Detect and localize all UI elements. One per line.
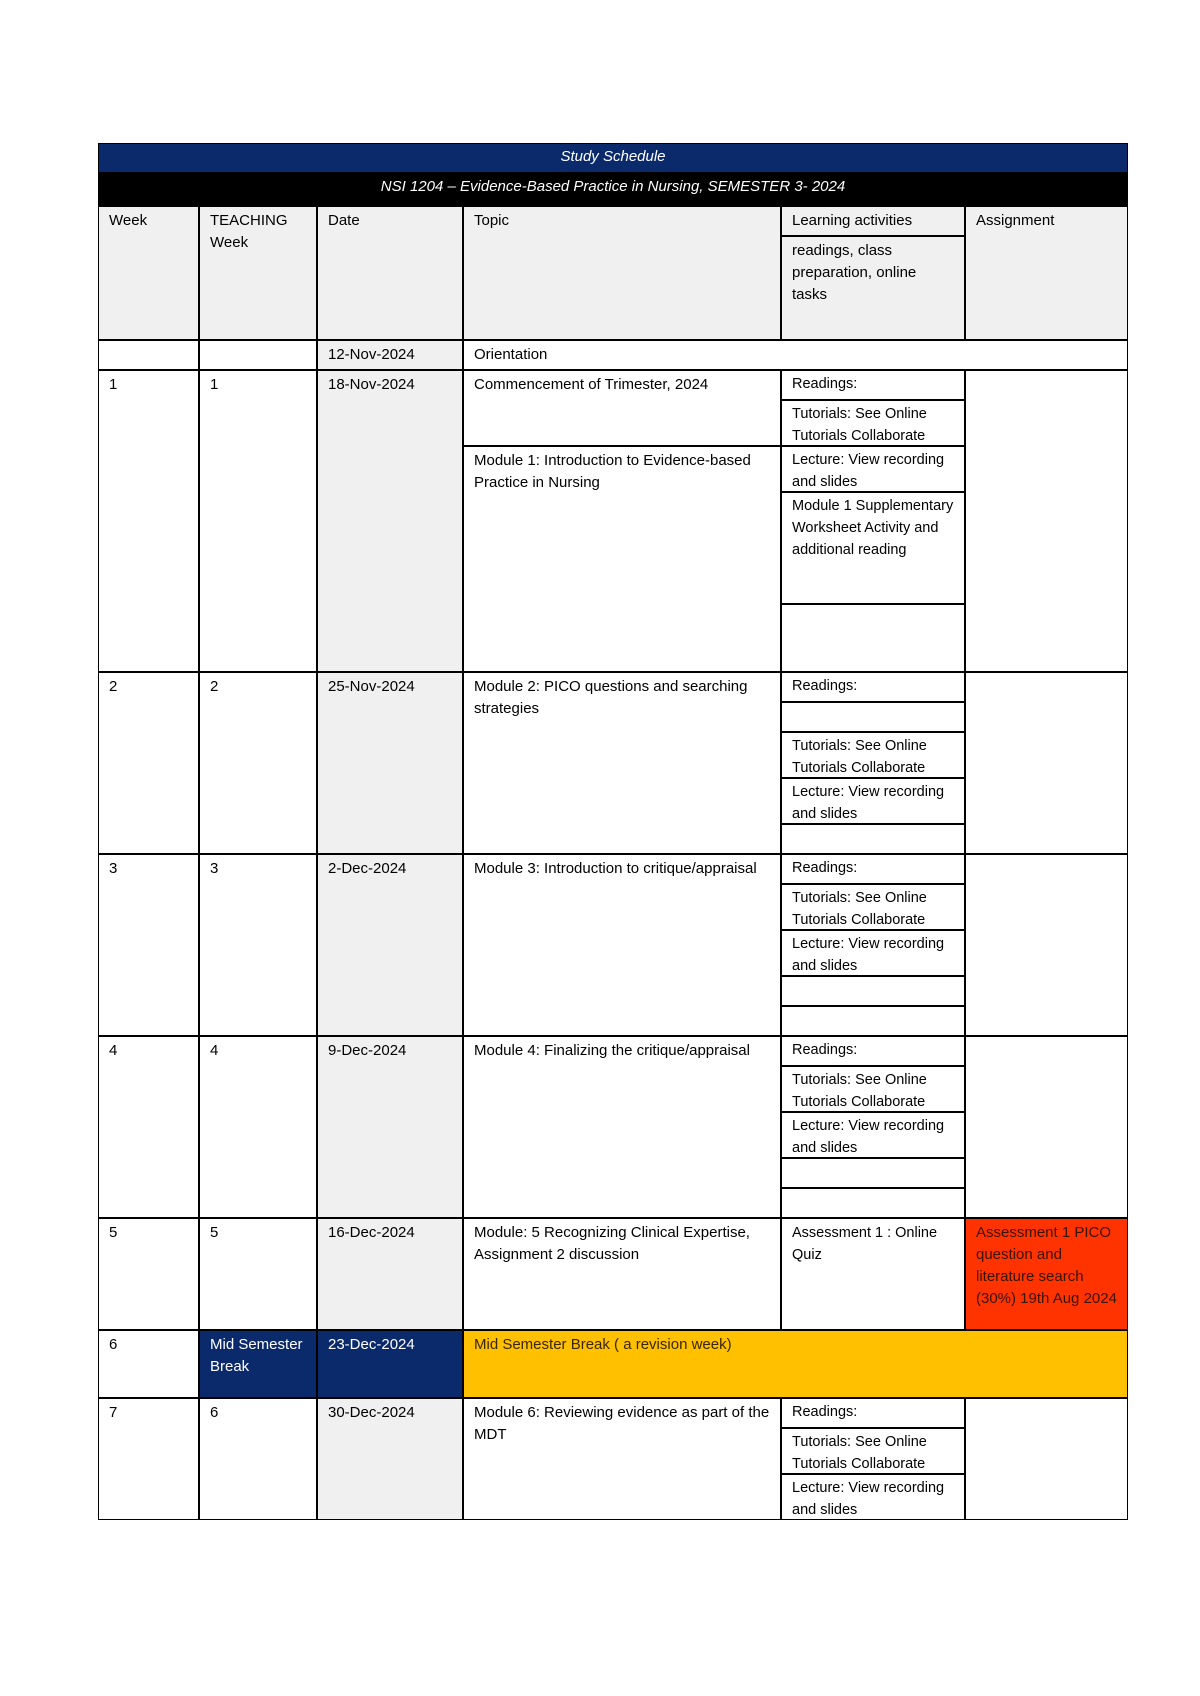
week-3-activity: Readings: (781, 854, 965, 884)
week-2-activity: Readings: (781, 672, 965, 702)
week-4-week: 4 (98, 1036, 199, 1218)
week-1-activity: Tutorials: See Online Tutorials Collaborate (781, 400, 965, 446)
week-7-assignment (965, 1398, 1128, 1520)
week-4-activity (781, 1188, 965, 1218)
header-date: Date (317, 206, 463, 340)
course-subtitle: NSI 1204 – Evidence-Based Practice in Nursing, SEMESTER 3- 2024 (98, 173, 1128, 206)
week-6-week: 6 (98, 1330, 199, 1398)
orientation-date: 12-Nov-2024 (317, 340, 463, 370)
week-1-assignment (965, 370, 1128, 672)
schedule-title: Study Schedule (98, 143, 1128, 173)
week-4-activity: Tutorials: See Online Tutorials Collaborate (781, 1066, 965, 1112)
week-6-break-topic: Mid Semester Break ( a revision week) (463, 1330, 1128, 1398)
week-1-topic-b: Module 1: Introduction to Evidence-based Practice in Nursing (463, 446, 781, 672)
week-4-activity: Lecture: View recording and slides (781, 1112, 965, 1158)
week-7-activity: Tutorials: See Online Tutorials Collaborate (781, 1428, 965, 1474)
week-1-activity: Module 1 Supplementary Worksheet Activity and additional reading (781, 492, 965, 604)
week-3-assignment (965, 854, 1128, 1036)
week-1-activity: Lecture: View recording and slides (781, 446, 965, 492)
week-1-teaching: 1 (199, 370, 317, 672)
week-3-activity: Tutorials: See Online Tutorials Collaborate (781, 884, 965, 930)
header-assignment: Assignment (965, 206, 1128, 340)
week-2-assignment (965, 672, 1128, 854)
week-2-date: 25-Nov-2024 (317, 672, 463, 854)
header-learning-activities-sub: readings, class preparation, online tasks (781, 236, 965, 340)
week-6-date: 23-Dec-2024 (317, 1330, 463, 1398)
week-2-teaching: 2 (199, 672, 317, 854)
week-2-activity: Tutorials: See Online Tutorials Collaborate (781, 732, 965, 778)
week-7-activity: Lecture: View recording and slides (781, 1474, 965, 1520)
week-2-activity: Lecture: View recording and slides (781, 778, 965, 824)
week-3-topic: Module 3: Introduction to critique/appraisal (463, 854, 781, 1036)
week-1-activity (781, 604, 965, 672)
week-3-activity: Lecture: View recording and slides (781, 930, 965, 976)
week-4-teaching: 4 (199, 1036, 317, 1218)
week-4-activity (781, 1158, 965, 1188)
week-7-activity: Readings: (781, 1398, 965, 1428)
week-2-activity (781, 702, 965, 732)
orientation-teaching (199, 340, 317, 370)
week-3-teaching: 3 (199, 854, 317, 1036)
week-3-activity (781, 1006, 965, 1036)
week-1-week: 1 (98, 370, 199, 672)
week-2-activity (781, 824, 965, 854)
orientation-topic: Orientation (463, 340, 1128, 370)
week-4-assignment (965, 1036, 1128, 1218)
week-5-date: 16-Dec-2024 (317, 1218, 463, 1330)
week-7-date: 30-Dec-2024 (317, 1398, 463, 1520)
week-1-activity: Readings: (781, 370, 965, 400)
week-5-week: 5 (98, 1218, 199, 1330)
header-learning-activities: Learning activities (781, 206, 965, 236)
week-1-topic-a: Commencement of Trimester, 2024 (463, 370, 781, 446)
week-5-teaching: 5 (199, 1218, 317, 1330)
header-teaching-week: TEACHING Week (199, 206, 317, 340)
week-5-assignment-badge: Assessment 1 PICO question and literature search (30%) 19th Aug 2024 (965, 1218, 1128, 1330)
week-1-date: 18-Nov-2024 (317, 370, 463, 672)
week-3-date: 2-Dec-2024 (317, 854, 463, 1036)
week-7-topic: Module 6: Reviewing evidence as part of the MDT (463, 1398, 781, 1520)
week-2-week: 2 (98, 672, 199, 854)
week-4-topic: Module 4: Finalizing the critique/appraisal (463, 1036, 781, 1218)
week-3-activity (781, 976, 965, 1006)
week-4-activity: Readings: (781, 1036, 965, 1066)
week-3-week: 3 (98, 854, 199, 1036)
header-week: Week (98, 206, 199, 340)
week-5-activity: Assessment 1 : Online Quiz (781, 1218, 965, 1330)
header-topic: Topic (463, 206, 781, 340)
week-4-date: 9-Dec-2024 (317, 1036, 463, 1218)
week-2-topic: Module 2: PICO questions and searching strategies (463, 672, 781, 854)
week-7-week: 7 (98, 1398, 199, 1520)
week-7-teaching: 6 (199, 1398, 317, 1520)
week-6-teaching: Mid Semester Break (199, 1330, 317, 1398)
orientation-week (98, 340, 199, 370)
week-5-topic: Module: 5 Recognizing Clinical Expertise, Assignment 2 discussion (463, 1218, 781, 1330)
